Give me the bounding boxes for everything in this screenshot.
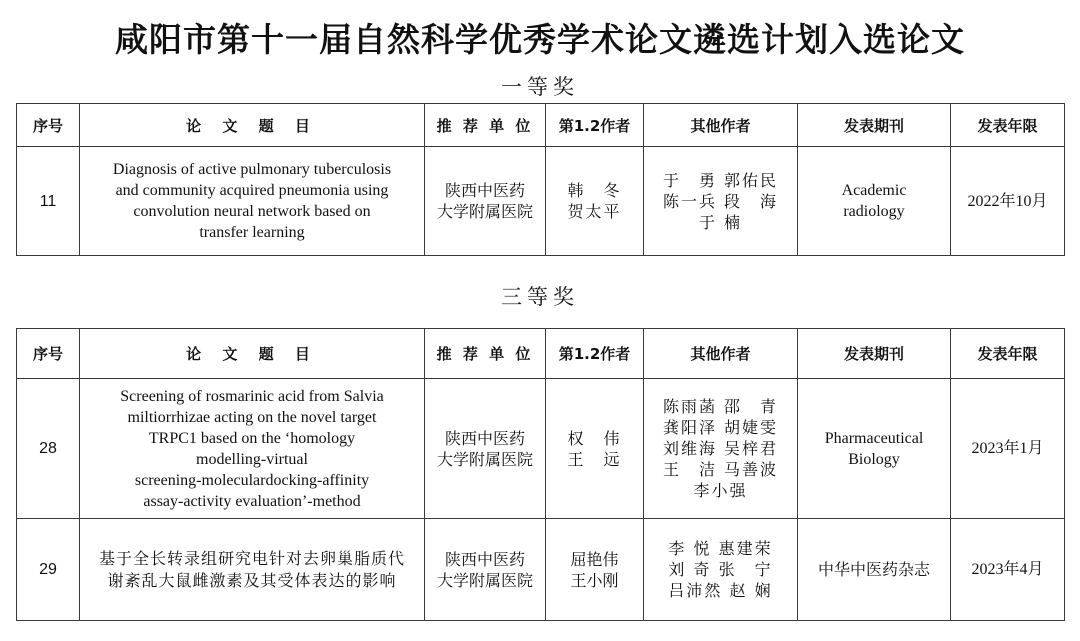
journal-line: Biology [848, 450, 900, 468]
header-first-second-authors: 第1.2作者 [546, 104, 644, 147]
author-line: 王小刚 [570, 570, 619, 590]
unit-line: 陕西中医药 [444, 428, 525, 448]
table-row [17, 147, 1065, 256]
header-other-authors: 其他作者 [644, 329, 798, 379]
first-second-authors [546, 519, 644, 621]
paper-title-line: assay-activity evaluation’-method [143, 492, 361, 510]
other-author-line: 吕沛然 赵 娴 [668, 581, 773, 600]
table-header-row [17, 104, 1065, 147]
other-author-line: 龚阳泽 胡婕雯 [662, 418, 779, 437]
paper-title-line: Diagnosis of active pulmonary tuberculosis [112, 161, 392, 178]
unit-line: 大学附属医院 [436, 202, 533, 221]
paper-title-line: transfer learning [199, 224, 305, 241]
header-recommending-unit: 推 荐 单 位 [425, 104, 546, 147]
journal-line: 中华中医药杂志 [817, 560, 930, 579]
unit-line: 大学附属医院 [436, 449, 533, 469]
journal [798, 147, 951, 256]
publish-date: 2023年1月 [951, 379, 1065, 519]
author-line: 韩 冬 [567, 181, 622, 200]
first-second-authors [546, 147, 644, 256]
recommending-unit [425, 519, 546, 621]
paper-title-line: 基于全长转录组研究电针对去卵巢脂质代 [98, 548, 405, 568]
third-prize-table [16, 328, 1065, 621]
table-row [17, 519, 1065, 621]
author-line: 权 伟 [567, 428, 622, 448]
other-author-line: 于 勇 郭佑民 [662, 170, 779, 190]
author-line: 屈艳伟 [570, 549, 619, 569]
publish-date: 2023年4月 [951, 519, 1065, 621]
header-paper-title: 论 文 题 目 [80, 329, 425, 379]
first-prize-table [16, 103, 1065, 256]
other-author-line: 李 悦 惠建荣 [668, 539, 773, 558]
publish-date: 2022年10月 [951, 147, 1065, 256]
paper-title-line: modelling-virtual [196, 450, 308, 468]
header-recommending-unit: 推 荐 单 位 [425, 329, 546, 379]
paper-title-line: and community acquired pneumonia using [115, 182, 389, 199]
paper-title [80, 147, 425, 256]
author-line: 王 远 [567, 449, 622, 469]
first-second-authors [546, 379, 644, 519]
other-authors [644, 519, 798, 621]
paper-title [80, 379, 425, 519]
header-publish-date: 发表年限 [951, 104, 1065, 147]
journal [798, 379, 951, 519]
other-author-line: 陈一兵 段 海 [662, 191, 779, 211]
unit-line: 陕西中医药 [444, 549, 525, 569]
row-number: 11 [17, 147, 80, 256]
recommending-unit [425, 379, 546, 519]
journal [798, 519, 951, 621]
paper-title [80, 519, 425, 621]
journal-line: radiology [843, 203, 905, 220]
row-number: 28 [17, 379, 80, 519]
paper-title-line: screening-moleculardocking-affinity [134, 471, 370, 489]
header-first-second-authors: 第1.2作者 [546, 329, 644, 379]
paper-title-line: convolution neural network based on [133, 203, 371, 220]
paper-title-line: Screening of rosmarinic acid from Salvia [120, 387, 384, 405]
unit-line: 大学附属医院 [436, 570, 533, 590]
row-number: 29 [17, 519, 80, 621]
unit-line: 陕西中医药 [444, 181, 525, 200]
other-author-line: 王 洁 马善波 [662, 460, 779, 479]
other-author-line: 李小强 [693, 481, 748, 500]
journal-line: Academic [841, 182, 907, 199]
header-number: 序号 [17, 104, 80, 147]
page-title: 咸阳市第十一届自然科学优秀学术论文遴选计划入选论文 [115, 20, 965, 59]
table-header-row [17, 329, 1065, 379]
header-other-authors: 其他作者 [644, 104, 798, 147]
author-line: 贺太平 [567, 202, 622, 221]
journal-line: Pharmaceutical [824, 429, 924, 447]
other-authors [644, 147, 798, 256]
other-author-line: 于 楠 [698, 212, 743, 232]
other-author-line: 刘维海 吴梓君 [662, 439, 779, 458]
other-authors [644, 379, 798, 519]
recommending-unit [425, 147, 546, 256]
header-number: 序号 [17, 329, 80, 379]
table-row [17, 379, 1065, 519]
section-title-first-prize: 一等奖 [501, 75, 579, 99]
paper-title-line: TRPC1 based on the ‘homology [148, 429, 356, 447]
paper-title-line: miltiorrhizae acting on the novel target [127, 408, 377, 426]
header-paper-title: 论 文 题 目 [80, 104, 425, 147]
header-journal: 发表期刊 [798, 104, 951, 147]
other-author-line: 陈雨菡 邵 青 [662, 397, 779, 416]
section-title-third-prize: 三等奖 [501, 285, 579, 309]
header-publish-date: 发表年限 [951, 329, 1065, 379]
other-author-line: 刘 奇 张 宁 [668, 560, 773, 579]
paper-title-line: 谢紊乱大鼠雌激素及其受体表达的影响 [107, 570, 397, 590]
header-journal: 发表期刊 [798, 329, 951, 379]
